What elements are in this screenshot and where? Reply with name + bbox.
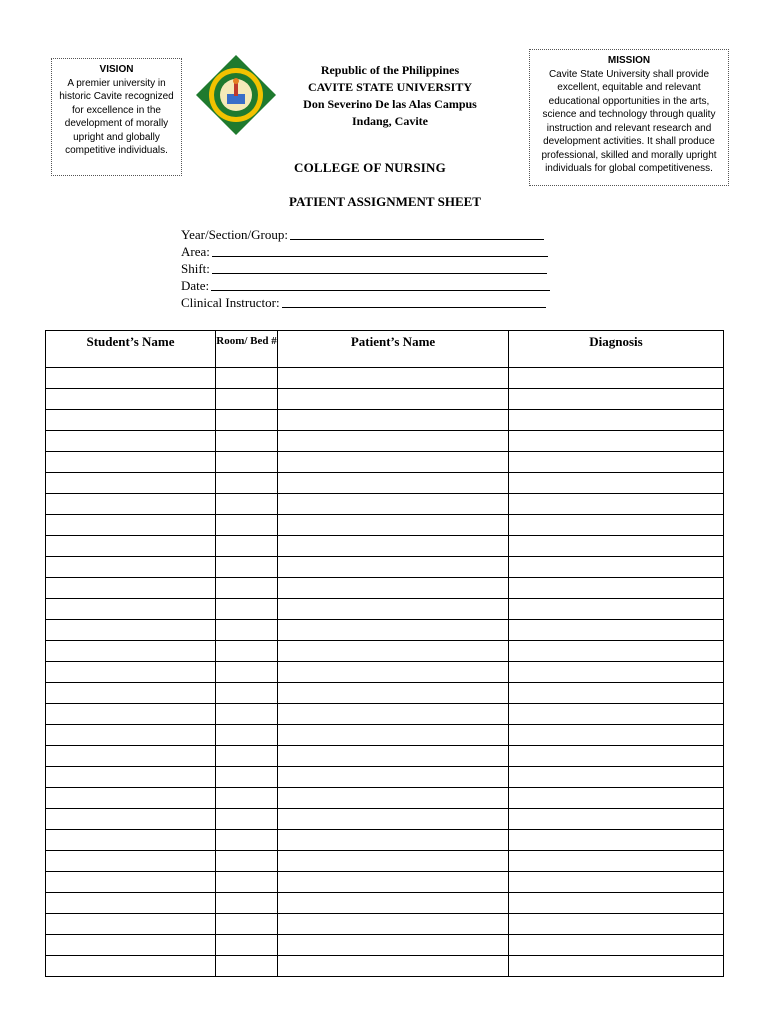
patient-name-cell[interactable]: [278, 767, 509, 788]
patient-name-cell[interactable]: [278, 410, 509, 431]
table-row: [46, 935, 724, 956]
diagnosis-cell[interactable]: [509, 893, 724, 914]
student-name-cell[interactable]: [46, 494, 216, 515]
student-name-cell[interactable]: [46, 725, 216, 746]
field-blank[interactable]: [211, 278, 550, 291]
room-bed-cell[interactable]: [216, 872, 278, 893]
patient-name-cell[interactable]: [278, 704, 509, 725]
student-name-cell[interactable]: [46, 620, 216, 641]
student-name-cell[interactable]: [46, 830, 216, 851]
patient-name-cell[interactable]: [278, 431, 509, 452]
table-row: [46, 599, 724, 620]
diagnosis-cell[interactable]: [509, 956, 724, 977]
table-row: [46, 830, 724, 851]
column-header-room-bed: Room/ Bed #: [216, 331, 278, 368]
diagnosis-cell[interactable]: [509, 515, 724, 536]
diagnosis-cell[interactable]: [509, 557, 724, 578]
table-row: [46, 893, 724, 914]
table-row: [46, 767, 724, 788]
table-row: [46, 662, 724, 683]
room-bed-cell[interactable]: [216, 578, 278, 599]
field-shift[interactable]: [181, 261, 561, 278]
college-name: COLLEGE OF NURSING: [294, 160, 446, 175]
room-bed-cell[interactable]: [216, 704, 278, 725]
field-label: Area:: [181, 244, 210, 259]
table-row: [46, 494, 724, 515]
student-name-cell[interactable]: [46, 452, 216, 473]
vision-heading: VISION: [99, 64, 134, 75]
patient-name-cell[interactable]: [278, 368, 509, 389]
patient-name-cell[interactable]: [278, 746, 509, 767]
diagnosis-cell[interactable]: [509, 872, 724, 893]
room-bed-cell[interactable]: [216, 788, 278, 809]
student-name-cell[interactable]: [46, 578, 216, 599]
table-row: [46, 956, 724, 977]
diagnosis-cell[interactable]: [509, 578, 724, 599]
student-name-cell[interactable]: [46, 410, 216, 431]
diagnosis-cell[interactable]: [509, 704, 724, 725]
table-row: [46, 914, 724, 935]
header-line-university: CAVITE STATE UNIVERSITY: [307, 80, 473, 94]
table-row: [46, 809, 724, 830]
patient-name-cell[interactable]: [278, 788, 509, 809]
patient-name-cell[interactable]: [278, 599, 509, 620]
patient-name-cell[interactable]: [278, 389, 509, 410]
header-fields: [181, 227, 561, 312]
room-bed-cell[interactable]: [216, 410, 278, 431]
header-line-republic: Republic of the Philippines: [320, 63, 460, 77]
room-bed-cell[interactable]: [216, 956, 278, 977]
field-blank[interactable]: [212, 261, 547, 274]
table-row: [46, 536, 724, 557]
patient-name-cell[interactable]: [278, 662, 509, 683]
table-row: [46, 515, 724, 536]
student-name-cell[interactable]: [46, 872, 216, 893]
field-year-section-group[interactable]: [181, 227, 561, 244]
field-label: Shift:: [181, 261, 210, 276]
table-row: [46, 578, 724, 599]
column-header-student-name: Student’s Name: [46, 331, 216, 368]
patient-name-cell[interactable]: [278, 515, 509, 536]
room-bed-cell[interactable]: [216, 473, 278, 494]
student-name-cell[interactable]: [46, 368, 216, 389]
table-row: [46, 620, 724, 641]
student-name-cell[interactable]: [46, 599, 216, 620]
student-name-cell[interactable]: [46, 473, 216, 494]
field-date[interactable]: [181, 278, 561, 295]
table-row: [46, 704, 724, 725]
patient-name-cell[interactable]: [278, 914, 509, 935]
diagnosis-cell[interactable]: [509, 494, 724, 515]
table-row: [46, 725, 724, 746]
room-bed-cell[interactable]: [216, 725, 278, 746]
table-row: [46, 641, 724, 662]
room-bed-cell[interactable]: [216, 935, 278, 956]
student-name-cell[interactable]: [46, 641, 216, 662]
diagnosis-cell[interactable]: [509, 683, 724, 704]
diagnosis-cell[interactable]: [509, 851, 724, 872]
diagnosis-cell[interactable]: [509, 473, 724, 494]
room-bed-cell[interactable]: [216, 536, 278, 557]
column-header-patient-name: Patient’s Name: [278, 331, 509, 368]
patient-name-cell[interactable]: [278, 851, 509, 872]
vision-text: A premier university in historic Cavite recognized for excellence in the development of morally upright and globally competitive individuals.: [59, 77, 174, 156]
student-name-cell[interactable]: [46, 956, 216, 977]
field-blank[interactable]: [212, 244, 548, 257]
room-bed-cell[interactable]: [216, 641, 278, 662]
diagnosis-cell[interactable]: [509, 431, 724, 452]
student-name-cell[interactable]: [46, 431, 216, 452]
patient-name-cell[interactable]: [278, 557, 509, 578]
student-name-cell[interactable]: [46, 767, 216, 788]
diagnosis-cell[interactable]: [509, 767, 724, 788]
diagnosis-cell[interactable]: [509, 914, 724, 935]
table-row: [46, 452, 724, 473]
vision-box: [51, 58, 182, 176]
room-bed-cell[interactable]: [216, 914, 278, 935]
patient-name-cell[interactable]: [278, 683, 509, 704]
diagnosis-cell[interactable]: [509, 410, 724, 431]
room-bed-cell[interactable]: [216, 746, 278, 767]
patient-name-cell[interactable]: [278, 893, 509, 914]
header-line-campus: Don Severino De las Alas Campus: [303, 97, 477, 111]
student-name-cell[interactable]: [46, 557, 216, 578]
patient-name-cell[interactable]: [278, 452, 509, 473]
student-name-cell[interactable]: [46, 809, 216, 830]
student-name-cell[interactable]: [46, 536, 216, 557]
mission-box: [529, 49, 729, 186]
diagnosis-cell[interactable]: [509, 830, 724, 851]
diagnosis-cell[interactable]: [509, 536, 724, 557]
table-row: [46, 410, 724, 431]
room-bed-cell[interactable]: [216, 557, 278, 578]
room-bed-cell[interactable]: [216, 368, 278, 389]
room-bed-cell[interactable]: [216, 431, 278, 452]
patient-name-cell[interactable]: [278, 473, 509, 494]
diagnosis-cell[interactable]: [509, 662, 724, 683]
patient-name-cell[interactable]: [278, 725, 509, 746]
room-bed-cell[interactable]: [216, 893, 278, 914]
room-bed-cell[interactable]: [216, 389, 278, 410]
table-row: [46, 788, 724, 809]
patient-name-cell[interactable]: [278, 578, 509, 599]
patient-name-cell[interactable]: [278, 494, 509, 515]
room-bed-cell[interactable]: [216, 830, 278, 851]
room-bed-cell[interactable]: [216, 809, 278, 830]
table-row: [46, 872, 724, 893]
field-blank[interactable]: [282, 295, 546, 308]
header-line-location: Indang, Cavite: [351, 114, 428, 128]
student-name-cell[interactable]: [46, 746, 216, 767]
student-name-cell[interactable]: [46, 515, 216, 536]
patient-name-cell[interactable]: [278, 872, 509, 893]
patient-name-cell[interactable]: [278, 809, 509, 830]
university-seal-icon: [195, 54, 277, 136]
room-bed-cell[interactable]: [216, 494, 278, 515]
room-bed-cell[interactable]: [216, 620, 278, 641]
table-row: [46, 683, 724, 704]
diagnosis-cell[interactable]: [509, 788, 724, 809]
patient-name-cell[interactable]: [278, 620, 509, 641]
student-name-cell[interactable]: [46, 683, 216, 704]
room-bed-cell[interactable]: [216, 515, 278, 536]
room-bed-cell[interactable]: [216, 851, 278, 872]
diagnosis-cell[interactable]: [509, 809, 724, 830]
diagnosis-cell[interactable]: [509, 725, 724, 746]
room-bed-cell[interactable]: [216, 599, 278, 620]
student-name-cell[interactable]: [46, 893, 216, 914]
student-name-cell[interactable]: [46, 704, 216, 725]
patient-name-cell[interactable]: [278, 641, 509, 662]
diagnosis-cell[interactable]: [509, 599, 724, 620]
mission-text: Cavite State University shall provide excellent, equitable and relevant educational opportunities in the arts, science and technology through quality instruction and relevant research and development activities. It shall produce professional, skilled and morally upright individuals for global competitiveness.: [541, 68, 717, 174]
table-row: [46, 851, 724, 872]
table-row: [46, 473, 724, 494]
mission-heading: MISSION: [607, 55, 651, 66]
diagnosis-cell[interactable]: [509, 452, 724, 473]
table-row: [46, 389, 724, 410]
room-bed-cell[interactable]: [216, 662, 278, 683]
diagnosis-cell[interactable]: [509, 746, 724, 767]
patient-name-cell[interactable]: [278, 935, 509, 956]
student-name-cell[interactable]: [46, 851, 216, 872]
room-bed-cell[interactable]: [216, 452, 278, 473]
table-row: [46, 431, 724, 452]
field-label: Date:: [181, 278, 210, 293]
diagnosis-cell[interactable]: [509, 935, 724, 956]
room-bed-cell[interactable]: [216, 683, 278, 704]
diagnosis-cell[interactable]: [509, 641, 724, 662]
university-header: [290, 62, 490, 130]
field-area[interactable]: [181, 244, 561, 261]
diagnosis-cell[interactable]: [509, 389, 724, 410]
student-name-cell[interactable]: [46, 788, 216, 809]
assignment-table: [45, 330, 724, 977]
field-clinical-instructor[interactable]: [181, 295, 561, 312]
table-row: [46, 746, 724, 767]
sheet-title: PATIENT ASSIGNMENT SHEET: [289, 194, 481, 209]
diagnosis-cell[interactable]: [509, 620, 724, 641]
patient-name-cell[interactable]: [278, 536, 509, 557]
student-name-cell[interactable]: [46, 389, 216, 410]
patient-name-cell[interactable]: [278, 956, 509, 977]
column-header-diagnosis: Diagnosis: [509, 331, 724, 368]
student-name-cell[interactable]: [46, 662, 216, 683]
table-row: [46, 368, 724, 389]
patient-name-cell[interactable]: [278, 830, 509, 851]
student-name-cell[interactable]: [46, 935, 216, 956]
field-blank[interactable]: [290, 227, 544, 240]
student-name-cell[interactable]: [46, 914, 216, 935]
field-label: Clinical Instructor:: [181, 295, 280, 310]
table-header-row: [46, 331, 724, 368]
room-bed-cell[interactable]: [216, 767, 278, 788]
table-row: [46, 557, 724, 578]
diagnosis-cell[interactable]: [509, 368, 724, 389]
table-body: [46, 368, 724, 977]
field-label: Year/Section/Group:: [181, 227, 289, 242]
